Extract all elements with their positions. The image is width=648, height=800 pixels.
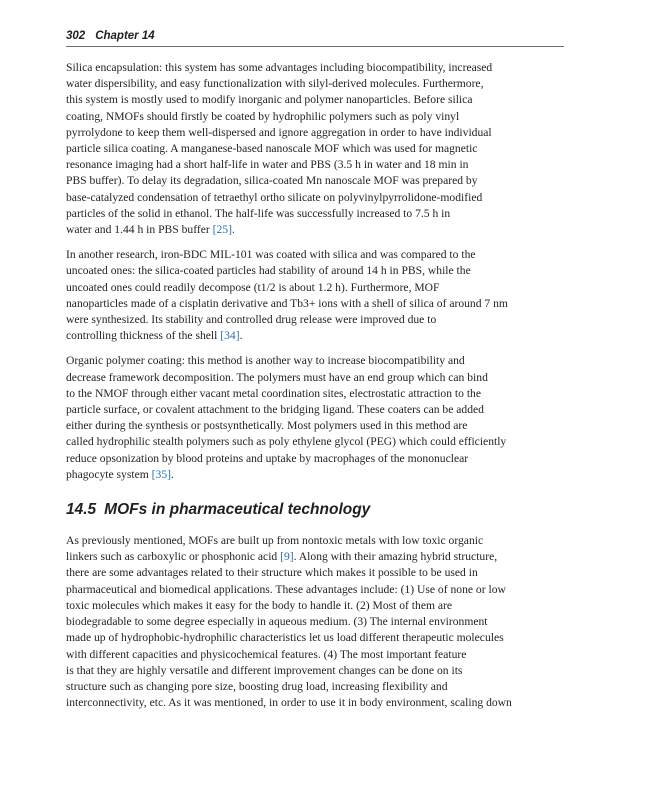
text-line: pharmaceutical and biomedical applications. These advantages include: (1) Use of none or low — [66, 582, 506, 596]
page-body — [66, 60, 564, 711]
text-line: PBS buffer). To delay its degradation, silica-coated Mn nanoscale MOF was prepared by — [66, 174, 478, 188]
text-line: made up of hydrophobic-hydrophilic characteristics let us load different therapeutic molecules — [66, 631, 504, 645]
text-fragment: . Along with their amazing hybrid structure, — [293, 550, 498, 564]
text-line: particle surface, or covalent attachment to the bridging ligand. These coaters can be added — [66, 403, 484, 417]
paragraph-pharmaceutical-technology — [66, 533, 564, 711]
text-line: biodegradable to some degree especially in aqueous medium. (3) The internal environment — [66, 615, 488, 629]
text-line: As previously mentioned, MOFs are built up from nontoxic metals with low toxic organic — [66, 534, 484, 548]
text-line: particle silica coating. A manganese-based nanoscale MOF which was used for magnetic — [66, 142, 478, 156]
running-head — [66, 30, 564, 47]
text-line: resonance imaging had a short half-life in water and PBS (3.5 h in water and 18 min in — [66, 158, 469, 172]
text-fragment: . — [231, 223, 235, 237]
text-fragment: . — [239, 329, 243, 343]
page — [66, 30, 564, 720]
citation-link[interactable]: [9] — [280, 550, 294, 564]
text-line: is that they are highly versatile and different improvement changes can be done on its — [66, 663, 463, 677]
paragraph-organic-polymer-coating — [66, 353, 564, 483]
text-line — [66, 467, 564, 483]
text-line — [66, 549, 564, 565]
citation-link[interactable]: [34] — [220, 329, 240, 343]
citation-link[interactable]: [35] — [151, 467, 171, 481]
text-line: either during the synthesis or postsynthetically. Most polymers used in this method are — [66, 419, 468, 433]
text-line: interconnectivity, etc. As it was mentioned, in order to use it in body environment, scaling down — [66, 696, 512, 710]
section-number: 14.5 — [66, 501, 97, 519]
text-line: water dispersibility, and easy functionalization with silyl-derived molecules. Furthermore, — [66, 77, 484, 91]
text-line: particles of the solid in ethanol. The half-life was successfully increased to 7.5 h in — [66, 206, 451, 220]
text-fragment: controlling thickness of the shell — [66, 329, 221, 343]
text-line: uncoated ones could readily decompose (t1/2 is about 1.2 h). Furthermore, MOF — [66, 280, 440, 294]
citation-link[interactable]: [25] — [212, 223, 232, 237]
chapter-label: Chapter 14 — [95, 30, 155, 42]
text-line: nanoparticles made of a cisplatin derivative and Tb3+ ions with a shell of silica of around 7 nm — [66, 296, 508, 310]
text-line: decrease framework decomposition. The polymers must have an end group which can bind — [66, 370, 488, 384]
text-line: reduce opsonization by blood proteins and uptake by macrophages of the mononuclear — [66, 451, 469, 465]
text-line — [66, 328, 564, 344]
text-fragment: linkers such as carboxylic or phosphonic acid — [66, 550, 281, 564]
text-line: toxic molecules which makes it easy for the body to handle it. (2) Most of them are — [66, 598, 453, 612]
section-heading — [66, 501, 564, 519]
text-line: called hydrophilic stealth polymers such as poly ethylene glycol (PEG) which could efficiently — [66, 435, 507, 449]
paragraph-mil-101 — [66, 247, 564, 344]
paragraph-silica-encapsulation — [66, 60, 564, 238]
text-line: coating, NMOFs should firstly be coated by hydrophilic polymers such as poly vinyl — [66, 109, 460, 123]
text-line: structure such as changing pore size, boosting drug load, increasing flexibility and — [66, 679, 448, 693]
text-line: base-catalyzed condensation of tetraethyl ortho silicate on polyvinylpyrrolidone-modified — [66, 190, 483, 204]
text-line: In another research, iron-BDC MIL-101 was coated with silica and was compared to the — [66, 248, 476, 262]
text-line: pyrrolydone to keep them well-dispersed and ignore aggregation in order to have individual — [66, 125, 492, 139]
text-fragment: water and 1.44 h in PBS buffer — [66, 223, 213, 237]
text-line — [66, 222, 564, 238]
text-line: were synthesized. Its stability and controlled drug release were improved due to — [66, 313, 437, 327]
page-number: 302 — [66, 30, 86, 42]
text-line: this system is mostly used to modify inorganic and polymer nanoparticles. Before silica — [66, 93, 473, 107]
text-line: with different capacities and physicochemical features. (4) The most important feature — [66, 647, 467, 661]
text-fragment: phagocyte system — [66, 467, 152, 481]
text-fragment: . — [170, 467, 174, 481]
text-line: uncoated ones: the silica-coated particles had stability of around 14 h in PBS, while the — [66, 264, 471, 278]
text-line: to the NMOF through either vacant metal coordination sites, electrostatic attraction to the — [66, 386, 481, 400]
section-title: MOFs in pharmaceutical technology — [104, 501, 371, 519]
text-line: there are some advantages related to their structure which makes it possible to be used in — [66, 566, 478, 580]
text-line: Organic polymer coating: this method is another way to increase biocompatibility and — [66, 354, 465, 368]
text-line: Silica encapsulation: this system has some advantages including biocompatibility, increased — [66, 61, 493, 74]
